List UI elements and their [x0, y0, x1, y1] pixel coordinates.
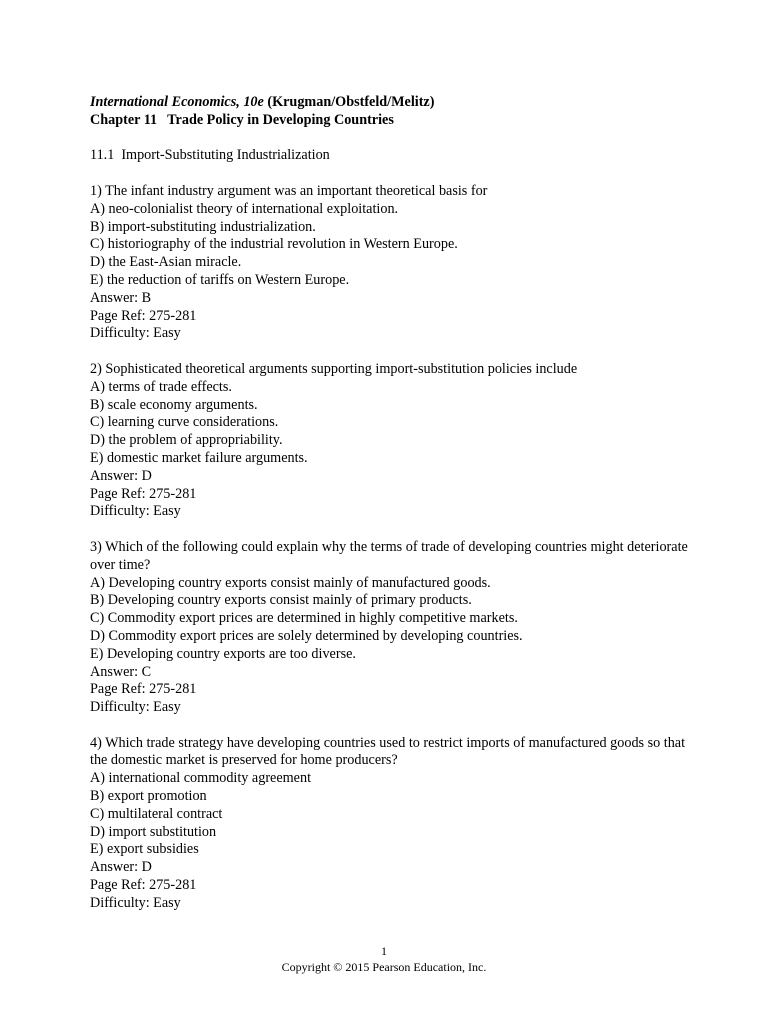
question-4 [90, 735, 690, 913]
answer-option: B) scale economy arguments. [90, 396, 258, 413]
book-title: International Economics, 10e [90, 94, 264, 110]
answer-option: D) the problem of appropriability. [90, 432, 283, 449]
section-title: Import-Substituting Industrialization [121, 147, 330, 164]
question-2 [90, 361, 690, 521]
chapter-title: Trade Policy in Developing Countries [167, 111, 394, 128]
question-stem: 1) The infant industry argument was an important theoretical basis for [90, 182, 488, 199]
answer-option: A) Developing country exports consist mainly of manufactured goods. [90, 574, 491, 591]
answer-option: B) export promotion [90, 788, 207, 805]
difficulty: Difficulty: Easy [90, 325, 181, 342]
answer-option: A) neo-colonialist theory of international exploitation. [90, 200, 399, 217]
question-1 [90, 183, 690, 343]
answer-option: E) Developing country exports are too diverse. [90, 645, 356, 662]
page-ref: Page Ref: 275-281 [90, 877, 197, 894]
document-page [90, 94, 690, 913]
page-ref: Page Ref: 275-281 [90, 307, 197, 324]
answer-option: E) domestic market failure arguments. [90, 449, 308, 466]
section-heading [90, 147, 690, 165]
copyright-notice: Copyright © 2015 Pearson Education, Inc. [281, 960, 487, 974]
difficulty: Difficulty: Easy [90, 699, 181, 716]
answer-option: D) import substitution [90, 823, 217, 840]
section-number: 11.1 [90, 147, 115, 164]
question-3 [90, 539, 690, 717]
page-number: 1 [381, 944, 387, 958]
answer-option: C) learning curve considerations. [90, 414, 279, 431]
answer-option: E) export subsidies [90, 841, 199, 858]
chapter-heading [90, 112, 690, 130]
difficulty: Difficulty: Easy [90, 894, 181, 911]
answer-option: B) import-substituting industrialization. [90, 218, 316, 235]
answer-option: C) multilateral contract [90, 805, 223, 822]
difficulty: Difficulty: Easy [90, 503, 181, 520]
answer-option: D) Commodity export prices are solely determined by developing countries. [90, 627, 523, 644]
answer-key: Answer: D [90, 859, 152, 876]
answer-option: A) terms of trade effects. [90, 378, 232, 395]
answer-option: A) international commodity agreement [90, 770, 312, 787]
question-stem: 2) Sophisticated theoretical arguments supporting import-substitution policies include [90, 360, 578, 377]
answer-option: C) Commodity export prices are determined in highly competitive markets. [90, 610, 518, 627]
answer-key: Answer: B [90, 289, 152, 306]
answer-key: Answer: D [90, 467, 152, 484]
book-header [90, 94, 690, 112]
chapter-number: Chapter 11 [90, 111, 158, 128]
answer-key: Answer: C [90, 663, 152, 680]
answer-option: E) the reduction of tariffs on Western Europe. [90, 271, 350, 288]
page-ref: Page Ref: 275-281 [90, 681, 197, 698]
question-stem: 3) Which of the following could explain why the terms of trade of developing countries might deteriorate over time? [90, 538, 688, 573]
answer-option: C) historiography of the industrial revolution in Western Europe. [90, 236, 458, 253]
book-authors: (Krugman/Obstfeld/Melitz) [267, 94, 435, 110]
answer-option: B) Developing country exports consist mainly of primary products. [90, 592, 472, 609]
page-ref: Page Ref: 275-281 [90, 485, 197, 502]
question-stem: 4) Which trade strategy have developing countries used to restrict imports of manufactured goods so that the domestic market is preserved for home producers? [90, 734, 686, 769]
answer-option: D) the East-Asian miracle. [90, 254, 242, 271]
